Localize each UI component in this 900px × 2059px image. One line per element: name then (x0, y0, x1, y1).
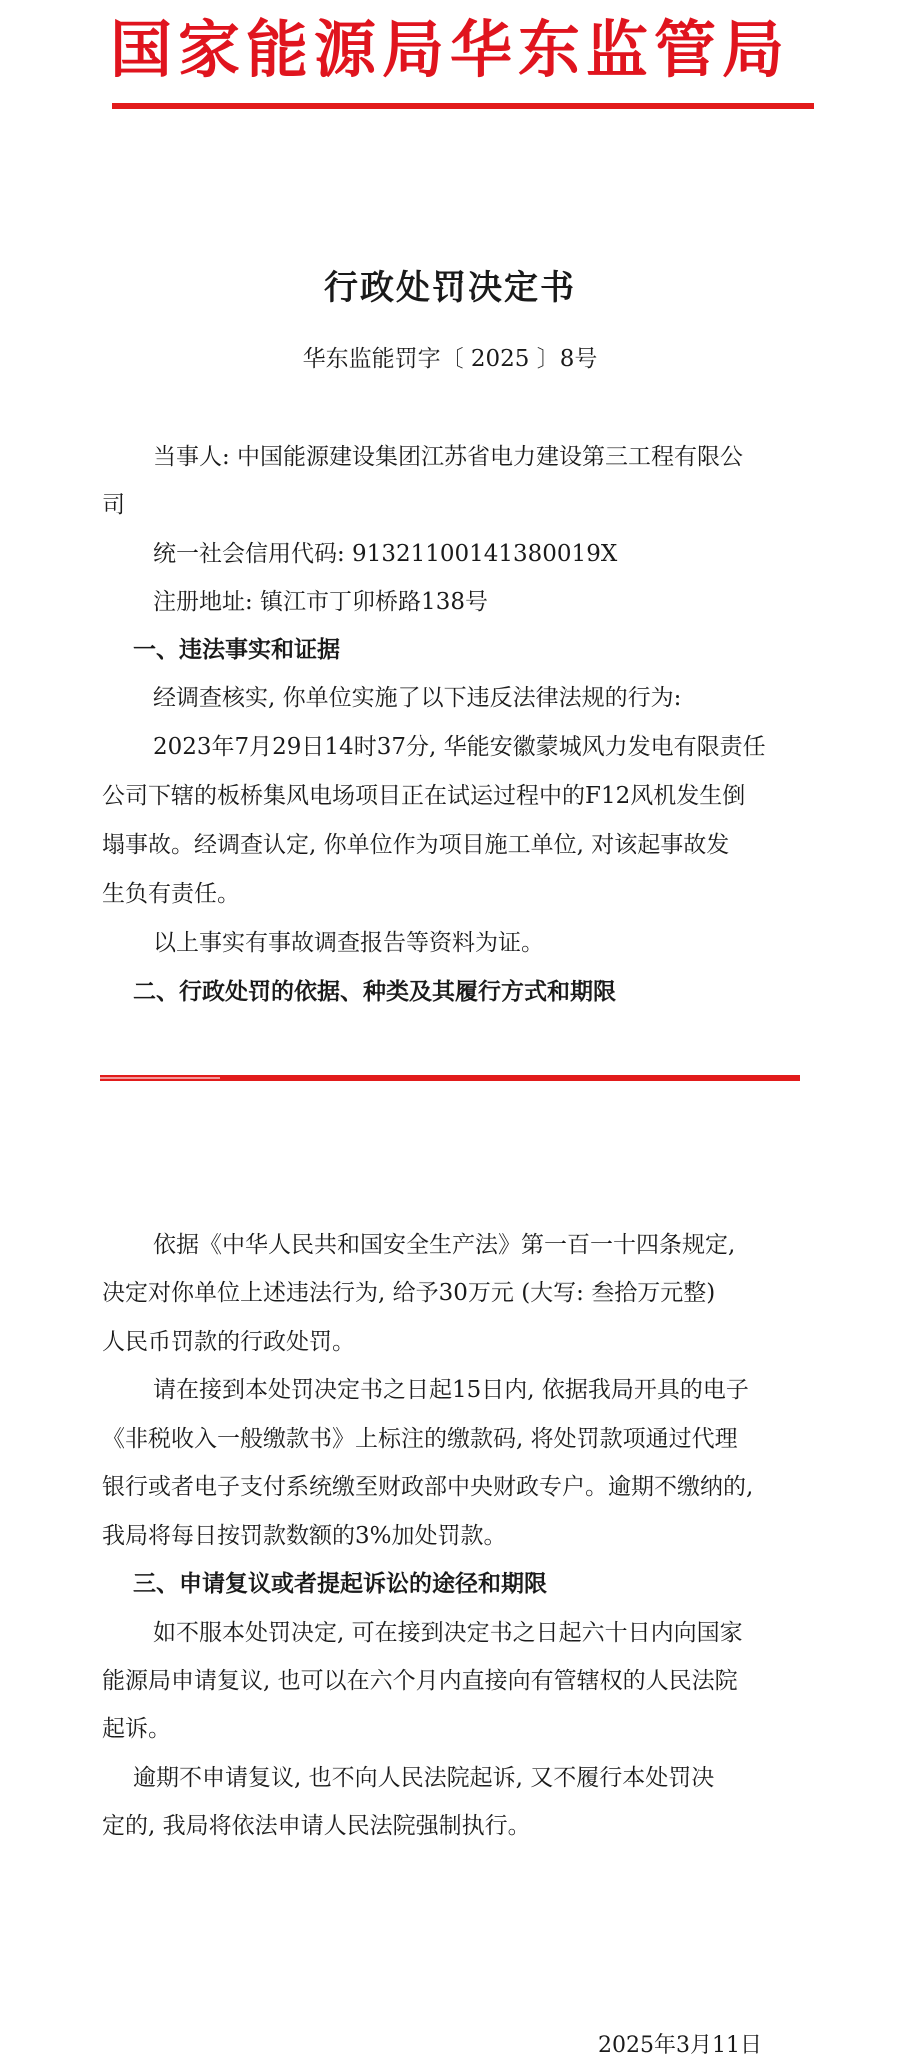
page-break-rule-highlight (100, 1077, 220, 1079)
document-title: 行政处罚决定书 (324, 268, 576, 308)
section2-line: 请在接到本处罚决定书之日起15日内, 依据我局开具的电子 (153, 1377, 749, 1403)
party-name-line1: 当事人: 中国能源建设集团江苏省电力建设第三工程有限公 (153, 444, 744, 470)
letterhead-red-rule (112, 103, 814, 109)
section1-line: 经调查核实, 你单位实施了以下违反法律法规的行为: (153, 685, 682, 711)
section1-line: 生负有责任。 (102, 881, 240, 907)
section2-line: 依据《中华人民共和国安全生产法》第一百一十四条规定, (153, 1232, 736, 1258)
section3-line: 定的, 我局将依法申请人民法院强制执行。 (102, 1813, 531, 1839)
section3-heading: 三、申请复议或者提起诉讼的途径和期限 (133, 1571, 547, 1597)
section3-line: 起诉。 (102, 1716, 171, 1742)
section3-line: 逾期不申请复议, 也不向人民法院起诉, 又不履行本处罚决 (133, 1765, 715, 1791)
document-number: 华东监能罚字〔 2025 〕8号 (302, 346, 598, 372)
section2-line: 我局将每日按罚款数额的3%加处罚款。 (102, 1523, 507, 1549)
section1-line: 以上事实有事故调查报告等资料为证。 (153, 930, 544, 956)
section2-line: 决定对你单位上述违法行为, 给予30万元 (大写: 叁拾万元整) (102, 1280, 716, 1306)
section1-line: 公司下辖的板桥集风电场项目正在试运过程中的F12风机发生倒 (102, 783, 746, 809)
issue-date: 2025年3月11日 (598, 2033, 762, 2058)
section1-heading: 一、违法事实和证据 (133, 637, 340, 663)
section3-line: 能源局申请复议, 也可以在六个月内直接向有管辖权的人民法院 (102, 1668, 738, 1694)
registered-address: 注册地址: 镇江市丁卯桥路138号 (153, 589, 488, 615)
section1-line: 塌事故。经调查认定, 你单位作为项目施工单位, 对该起事故发 (102, 832, 730, 858)
letterhead-title: 国家能源局华东监管局 (109, 13, 790, 86)
section2-heading: 二、行政处罚的依据、种类及其履行方式和期限 (133, 979, 616, 1005)
section2-line: 《非税收入一般缴款书》上标注的缴款码, 将处罚款项通过代理 (102, 1426, 738, 1452)
section2-line: 银行或者电子支付系统缴至财政部中央财政专户。逾期不缴纳的, (102, 1474, 754, 1500)
party-name-line2: 司 (102, 492, 125, 518)
credit-code: 统一社会信用代码: 91321100141380019X (153, 541, 618, 567)
section2-line: 人民币罚款的行政处罚。 (102, 1329, 355, 1355)
section1-line: 2023年7月29日14时37分, 华能安徽蒙城风力发电有限责任 (153, 734, 766, 760)
section3-line: 如不服本处罚决定, 可在接到决定书之日起六十日内向国家 (153, 1620, 743, 1646)
